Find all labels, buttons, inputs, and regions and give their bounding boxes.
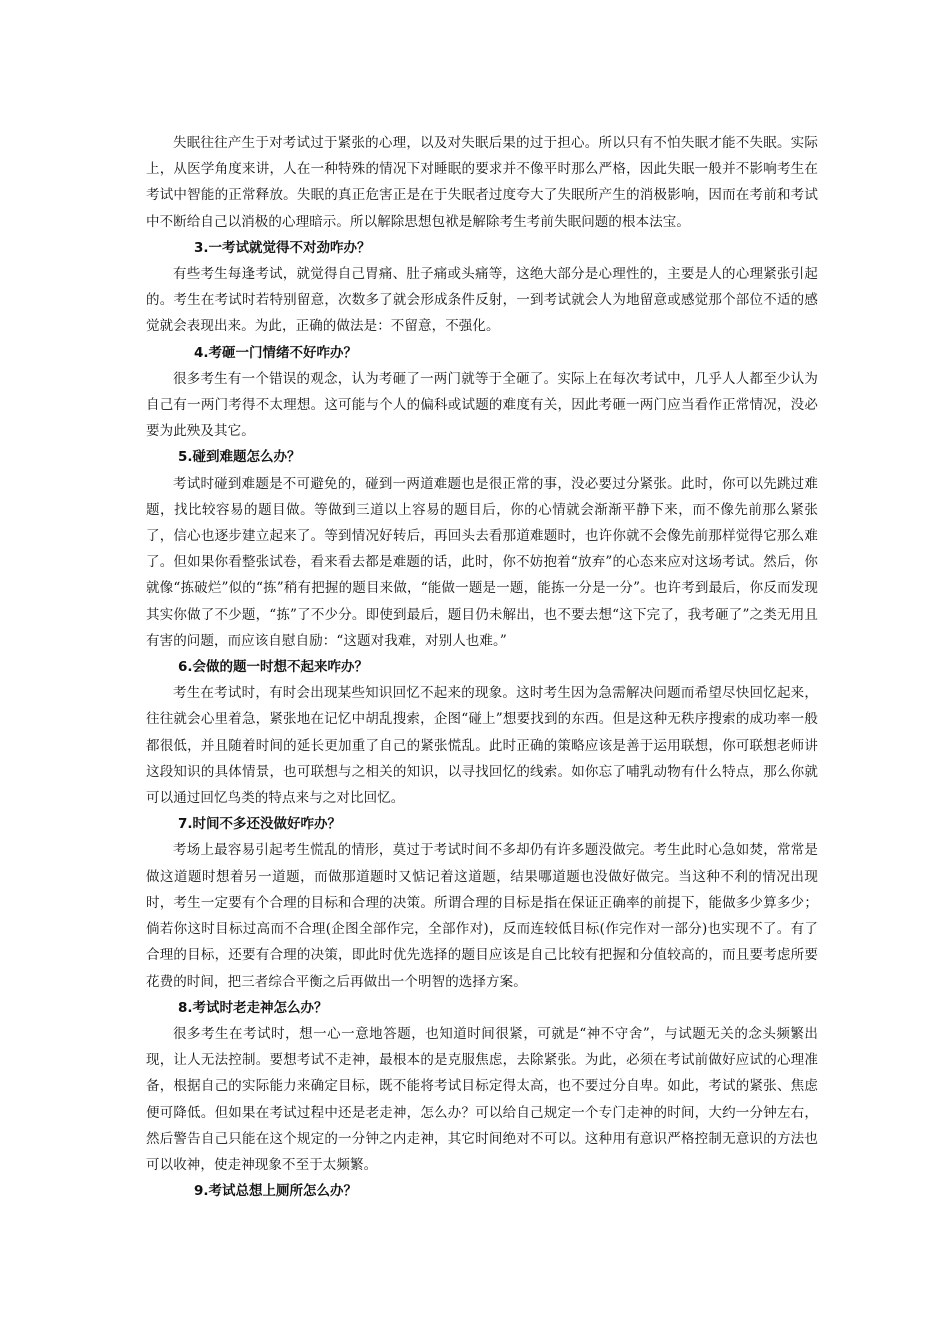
section-paragraph-4: 很多考生有一个错误的观念，认为考砸了一两门就等于全砸了。实际上在每次考试中，几乎人人都至少认为自己有一两门考得不太理想。这可能与个人的偏科或试题的难度有关，因此考砸一两门应当看作正常情况，没必要为此殃及其它。 <box>146 370 818 440</box>
section-paragraph-3: 有些考生每逢考试，就觉得自己胃痛、肚子痛或头痛等，这绝大部分是心理性的，主要是人的心理紧张引起的。考生在考试时若特别留意，次数多了就会形成条件反射，一到考试就会人为地留意或感觉那个部位不适的感觉就会表现出来。为此，正确的做法是：不留意，不强化。 <box>146 266 818 335</box>
section-paragraph-7: 考场上最容易引起考生慌乱的情形，莫过于考试时间不多却仍有许多题没做完。考生此时心急如焚，常常是做这道题时想着另一道题，而做那道题时又惦记着这道题，结果哪道题也没做好做完。当这种不利的情况出现时，考生一定要有个合理的目标和合理的决策。所谓合理的目标是指在保证正确率的前提下，能做多少算多少；倘若你这时目标过高而不合理(企图全部作完，全部作对)，反而连较低目标(作完作对一部分)也实现不了。有了合理的目标，还要有合理的决策，即此时优先选择的题目应该是自己比较有把握和分值较高的，而且要考虑所要花费的时间，把三者综合平衡之后再做出一个明智的选择方案。 <box>146 842 818 990</box>
section-paragraph-6: 考生在考试时，有时会出现某些知识回忆不起来的现象。这时考生因为急需解决问题而希望尽快回忆起来，往往就会心里着急，紧张地在记忆中胡乱搜索，企图“碰上”想要找到的东西。但是这种无秩序搜索的成功率一般都很低，并且随着时间的延长更加重了自己的紧张慌乱。此时正确的策略应该是善于运用联想，你可联想老师讲这段知识的具体情景，也可联想与之相关的知识，以寻找回忆的线索。如你忘了哺乳动物有什么特点，那么你就可以通过回忆鸟类的特点来与之对比回忆。 <box>146 685 818 807</box>
section-heading-7: 7.时间不多还没做好咋办？ <box>178 816 342 833</box>
section-heading-8: 8.考试时老走神怎么办？ <box>178 999 328 1016</box>
section-heading-4: 4.考砸一门情绪不好咋办？ <box>194 344 358 361</box>
document-page <box>146 130 818 1204</box>
section-heading-5: 5.碰到难题怎么办？ <box>178 449 301 466</box>
intro-paragraph: 失眠往往产生于对考试过于紧张的心理，以及对失眠后果的过于担心。所以只有不怕失眠才能不失眠。实际上，从医学角度来讲，人在一种特殊的情况下对睡眠的要求并不像平时那么严格，因此失眠一般并不影响考生在考试中智能的正常释放。失眠的真正危害正是在于失眠者过度夸大了失眠所产生的消极影响，因而在考前和考试中不断给自己以消极的心理暗示。所以解除思想包袱是解除考生考前失眠问题的根本法宝。 <box>146 135 818 230</box>
section-heading-9: 9.考试总想上厕所怎么办？ <box>194 1183 358 1200</box>
section-heading-6: 6.会做的题一时想不起来咋办？ <box>178 659 369 676</box>
section-heading-3: 3.一考试就觉得不对劲咋办？ <box>194 239 371 256</box>
section-paragraph-8: 很多考生在考试时，想一心一意地答题，也知道时间很紧，可就是“神不守舍”，与试题无关的念头频繁出现，让人无法控制。要想考试不走神，最根本的是克服焦虑，去除紧张。为此，必须在考试前做好应试的心理准备，根据自己的实际能力来确定目标，既不能将考试目标定得太高，也不要过分自卑。如此，考试的紧张、焦虑便可降低。但如果在考试过程中还是老走神，怎么办？可以给自己规定一个专门走神的时间，大约一分钟左右，然后警告自己只能在这个规定的一分钟之内走神，其它时间绝对不可以。这种用有意识严格控制无意识的方法也可以收神，使走神现象不至于太频繁。 <box>146 1025 818 1173</box>
section-paragraph-5: 考试时碰到难题是不可避免的，碰到一两道难题也是很正常的事，没必要过分紧张。此时，你可以先跳过难题，找比较容易的题目做。等做到三道以上容易的题目后，你的心情就会渐渐平静下来，而不像先前那么紧张了，信心也逐步建立起来了。等到情况好转后，再回头去看那道难题时，也许你就不会像先前那样觉得它那么难了。但如果你看整张试卷，看来看去都是难题的话，此时，你不妨抱着“放弃”的心态来应对这场考试。然后，你就像“拣破烂”似的“拣”稍有把握的题目来做，“能做一题是一题，能拣一分是一分”。也许考到最后，你反而发现其实你做了不少题，“拣”了不少分。即使到最后，题目仍未解出，也不要去想“这下完了，我考砸了”之类无用且有害的问题，而应该自慰自励：“这题对我难，对别人也难。” <box>146 475 818 649</box>
